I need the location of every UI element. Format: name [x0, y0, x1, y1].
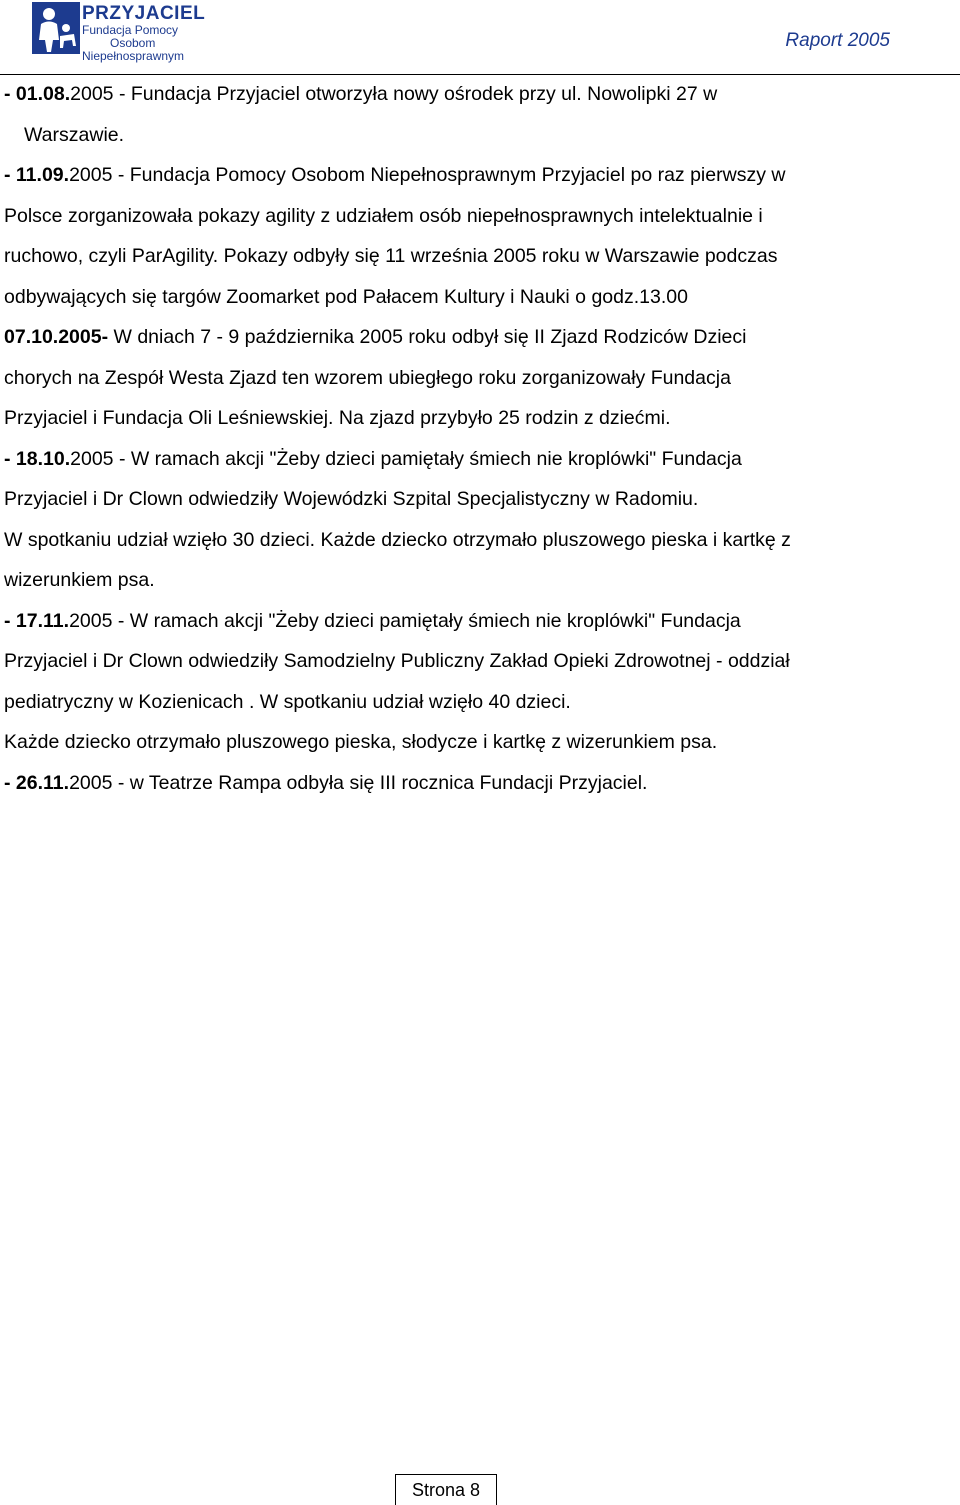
text-line: Warszawie. — [24, 123, 125, 146]
text-line: wizerunkiem psa. — [4, 569, 155, 591]
text-line: Każde dziecko otrzymało pluszowego pieska, słodycze i kartkę z wizerunkiem psa. — [4, 731, 718, 753]
logo-title: PRZYJACIEL — [82, 3, 206, 24]
foundation-logo — [32, 2, 206, 63]
page-footer — [395, 1474, 497, 1505]
text-line: ruchowo, czyli ParAgility. Pokazy odbyły się 11 września 2005 roku w Warszawie podczas — [4, 245, 778, 267]
logo-line-2: Osobom — [110, 36, 156, 50]
text-line: 07.10.2005- W dniach 7 - 9 października 2005 roku odbył się II Zjazd Rodziców Dzieci — [4, 326, 747, 348]
text-line: Przyjaciel i Fundacja Oli Leśniewskiej. Na zjazd przybyło 25 rodzin z dziećmi. — [4, 407, 671, 429]
logo-mark-icon — [32, 2, 80, 54]
document-body — [4, 74, 954, 803]
logo-line-1: Fundacja Pomocy — [82, 23, 179, 37]
text-line: Przyjaciel i Dr Clown odwiedziły Samodzielny Publiczny Zakład Opieki Zdrowotnej - oddział — [4, 650, 790, 672]
report-title: Raport 2005 — [785, 30, 890, 51]
text-line: Przyjaciel i Dr Clown odwiedziły Wojewódzki Szpital Specjalistyczny w Radomiu. — [4, 488, 699, 510]
page-number: Strona 8 — [411, 1480, 481, 1500]
text-line: Polsce zorganizowała pokazy agility z udziałem osób niepełnosprawnych intelektualnie i — [4, 204, 763, 227]
text-line: - 01.08.2005 - Fundacja Przyjaciel otworzyła nowy ośrodek przy ul. Nowolipki 27 w — [4, 83, 718, 105]
text-line: - 26.11.2005 - w Teatrze Rampa odbyła się III rocznica Fundacji Przyjaciel. — [4, 771, 648, 794]
text-line: - 11.09.2005 - Fundacja Pomocy Osobom Niepełnosprawnym Przyjaciel po raz pierwszy w — [4, 164, 786, 186]
text-line: chorych na Zespół Westa Zjazd ten wzorem ubiegłego roku zorganizowały Fundacja — [4, 366, 731, 389]
text-line: - 18.10.2005 - W ramach akcji "Żeby dzieci pamiętały śmiech nie kroplówki" Fundacja — [4, 447, 742, 470]
text-line: pediatryczny w Kozienicach . W spotkaniu udział wzięło 40 dzieci. — [4, 690, 571, 713]
text-line: W spotkaniu udział wzięło 30 dzieci. Każde dziecko otrzymało pluszowego pieska i kartkę z — [4, 528, 791, 551]
text-line: odbywających się targów Zoomarket pod Pałacem Kultury i Nauki o godz.13.00 — [4, 285, 688, 308]
text-line: - 17.11.2005 - W ramach akcji "Żeby dzieci pamiętały śmiech nie kroplówki" Fundacja — [4, 609, 741, 632]
logo-line-3: Niepełnosprawnym — [82, 49, 185, 63]
page-header — [0, 0, 960, 78]
logo-text — [82, 4, 212, 62]
